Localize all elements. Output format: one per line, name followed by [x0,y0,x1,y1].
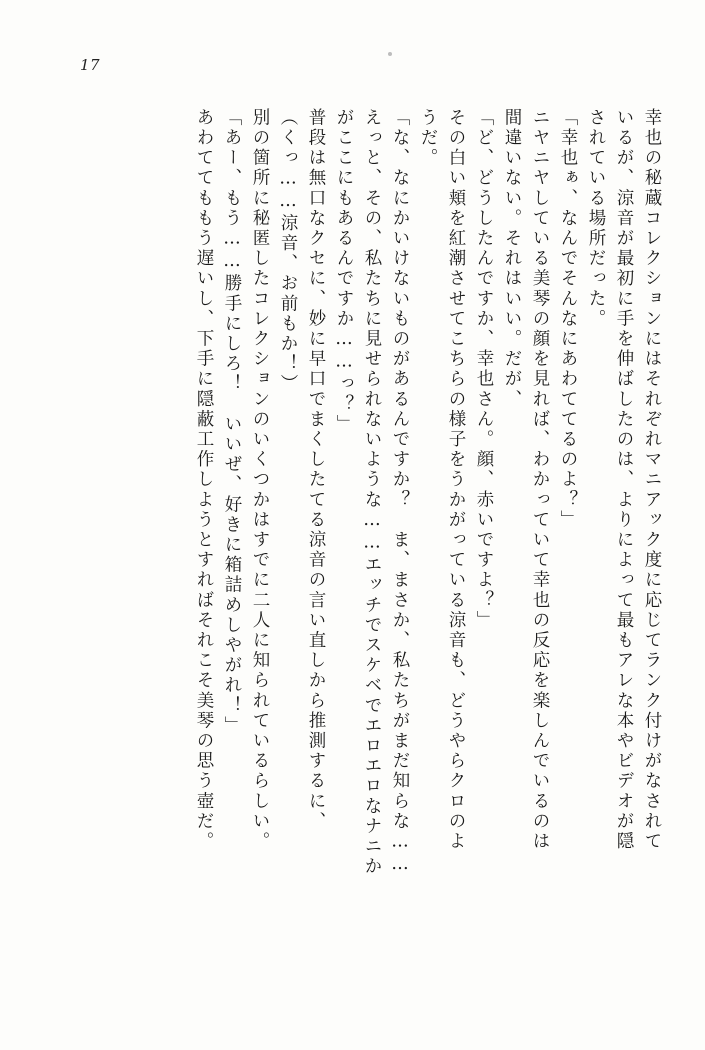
text-line: 幸也の秘蔵コレクションにはそれぞれマニアック度に応じてランク付けがなされて [642,108,662,852]
text-line: 「な、なにかいけないものがあるんですか？ ま、まさか、私たちがまだ知らな…… [390,108,410,877]
text-line: いるが、涼音が最初に手を伸ばしたのは、よりによって最もアレな本やビデオが隠 [614,108,634,852]
text-line: ニヤニヤしている美琴の顔を見れば、わかっていて幸也の反応を楽しんでいるのは [530,108,550,852]
text-line: 「ど、どうしたんですか、幸也さん。顔、赤いですよ？」 [474,108,494,631]
text-line: あわててももう遅いし、下手に隠蔽工作しようとすればそれこそ美琴の思う壺だ。 [194,108,214,852]
text-line: 「あー、もう……勝手にしろ！ いいぜ、好きに箱詰めしやがれ！」 [222,108,242,737]
dot-mark-icon [388,52,392,56]
text-line: 別の箇所に秘匿したコレクションのいくつかはすでに二人に知られているらしい。 [250,108,270,852]
text-line: （くっ……涼音、お前もか！） [278,108,298,395]
text-line: えっと、その、私たちに見せられないような……エッチでスケベでエロエロなナニか [362,108,382,877]
text-line: がここにもあるんですか……っ？」 [334,108,354,435]
text-line: 「幸也ぁ、なんでそんなにあわててるのよ？」 [558,108,578,531]
page-number: 17 [80,56,101,74]
vertical-text-block [48,108,660,948]
text-line: その白い頬を紅潮させてこちらの様子をうかがっている涼音も、どうやらクロのよ [446,108,466,852]
text-line: 間違いない。それはいい。だが、 [502,108,522,410]
text-line: 普段は無口なクセに、妙に早口でまくしたてる涼音の言い直しから推測するに、 [306,108,326,832]
text-line: されている場所だった。 [586,108,606,330]
text-line: うだ。 [418,108,438,169]
